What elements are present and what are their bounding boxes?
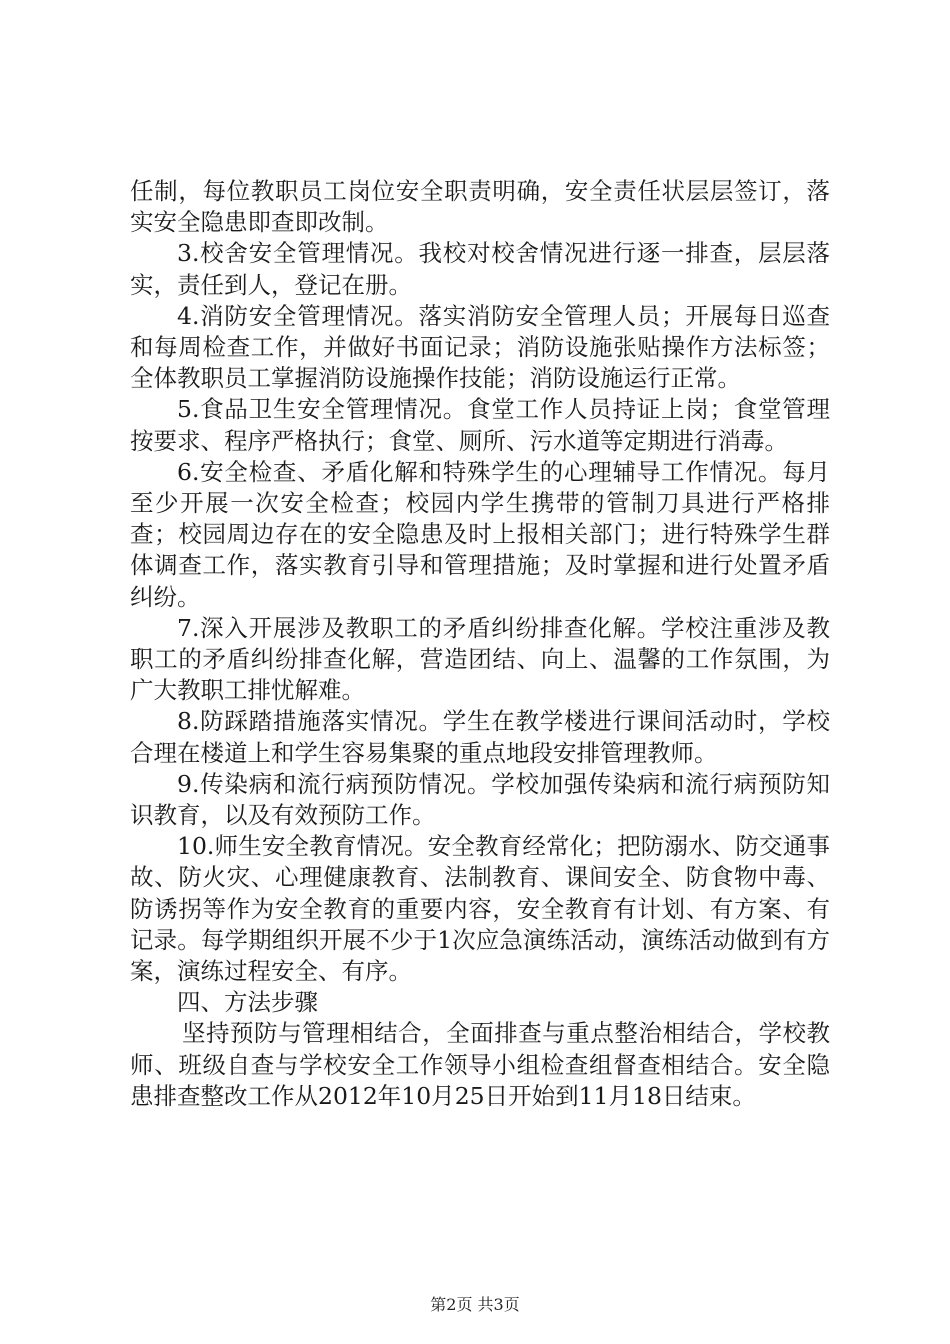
paragraph-item-6: 6.安全检查、矛盾化解和特殊学生的心理辅导工作情况。每月至少开展一次安全检查；校园内学生携带的管制刀具进行严格排查；校园周边存在的安全隐患及时上报相关部门；进行特殊学生群体调查工作，落实教育引导和管理措施；及时掌握和进行处置矛盾纠纷。 xyxy=(130,457,830,611)
paragraph-item-8: 8.防踩踏措施落实情况。学生在教学楼进行课间活动时，学校合理在楼道上和学生容易集聚的重点地段安排管理教师。 xyxy=(130,707,830,767)
paragraph-methods: 坚持预防与管理相结合，全面排查与重点整治相结合，学校教师、班级自查与学校安全工作领导小组检查组督查相结合。安全隐患排查整改工作从2012年10月25日开始到11月18日结束。 xyxy=(130,1019,830,1110)
paragraph-item-3: 3.校舍安全管理情况。我校对校舍情况进行逐一排查，层层落实，责任到人，登记在册。 xyxy=(130,239,830,299)
paragraph-item-10: 10.师生安全教育情况。安全教育经常化；把防溺水、防交通事故、防火灾、心理健康教育、法制教育、课间安全、防食物中毒、防诱拐等作为安全教育的重要内容，安全教育有计划、有方案、有记录。每学期组织开展不少于1次应急演练活动，演练活动做到有方案，演练过程安全、有序。 xyxy=(130,832,830,986)
page-number-footer: 第2页 共3页 xyxy=(430,1295,520,1314)
paragraph-item-7: 7.深入开展涉及教职工的矛盾纠纷排查化解。学校注重涉及教职工的矛盾纠纷排查化解，营造团结、向上、温馨的工作氛围，为广大教职工排忧解难。 xyxy=(130,613,830,705)
paragraph-item-5: 5.食品卫生安全管理情况。食堂工作人员持证上岗；食堂管理按要求、程序严格执行；食堂、厕所、污水道等定期进行消毒。 xyxy=(130,395,830,455)
section-heading-methods: 四、方法步骤 xyxy=(177,988,318,1017)
paragraph-item-4: 4.消防安全管理情况。落实消防安全管理人员；开展每日巡查和每周检查工作，并做好书面记录；消防设施张贴操作方法标签；全体教职员工掌握消防设施操作技能；消防设施运行正常。 xyxy=(130,301,830,393)
paragraph-continuation: 任制，每位教职员工岗位安全职责明确，安全责任状层层签订，落实安全隐患即查即改制。 xyxy=(130,177,830,237)
document-body xyxy=(130,176,830,1112)
paragraph-item-9: 9.传染病和流行病预防情况。学校加强传染病和流行病预防知识教育，以及有效预防工作。 xyxy=(130,769,830,830)
